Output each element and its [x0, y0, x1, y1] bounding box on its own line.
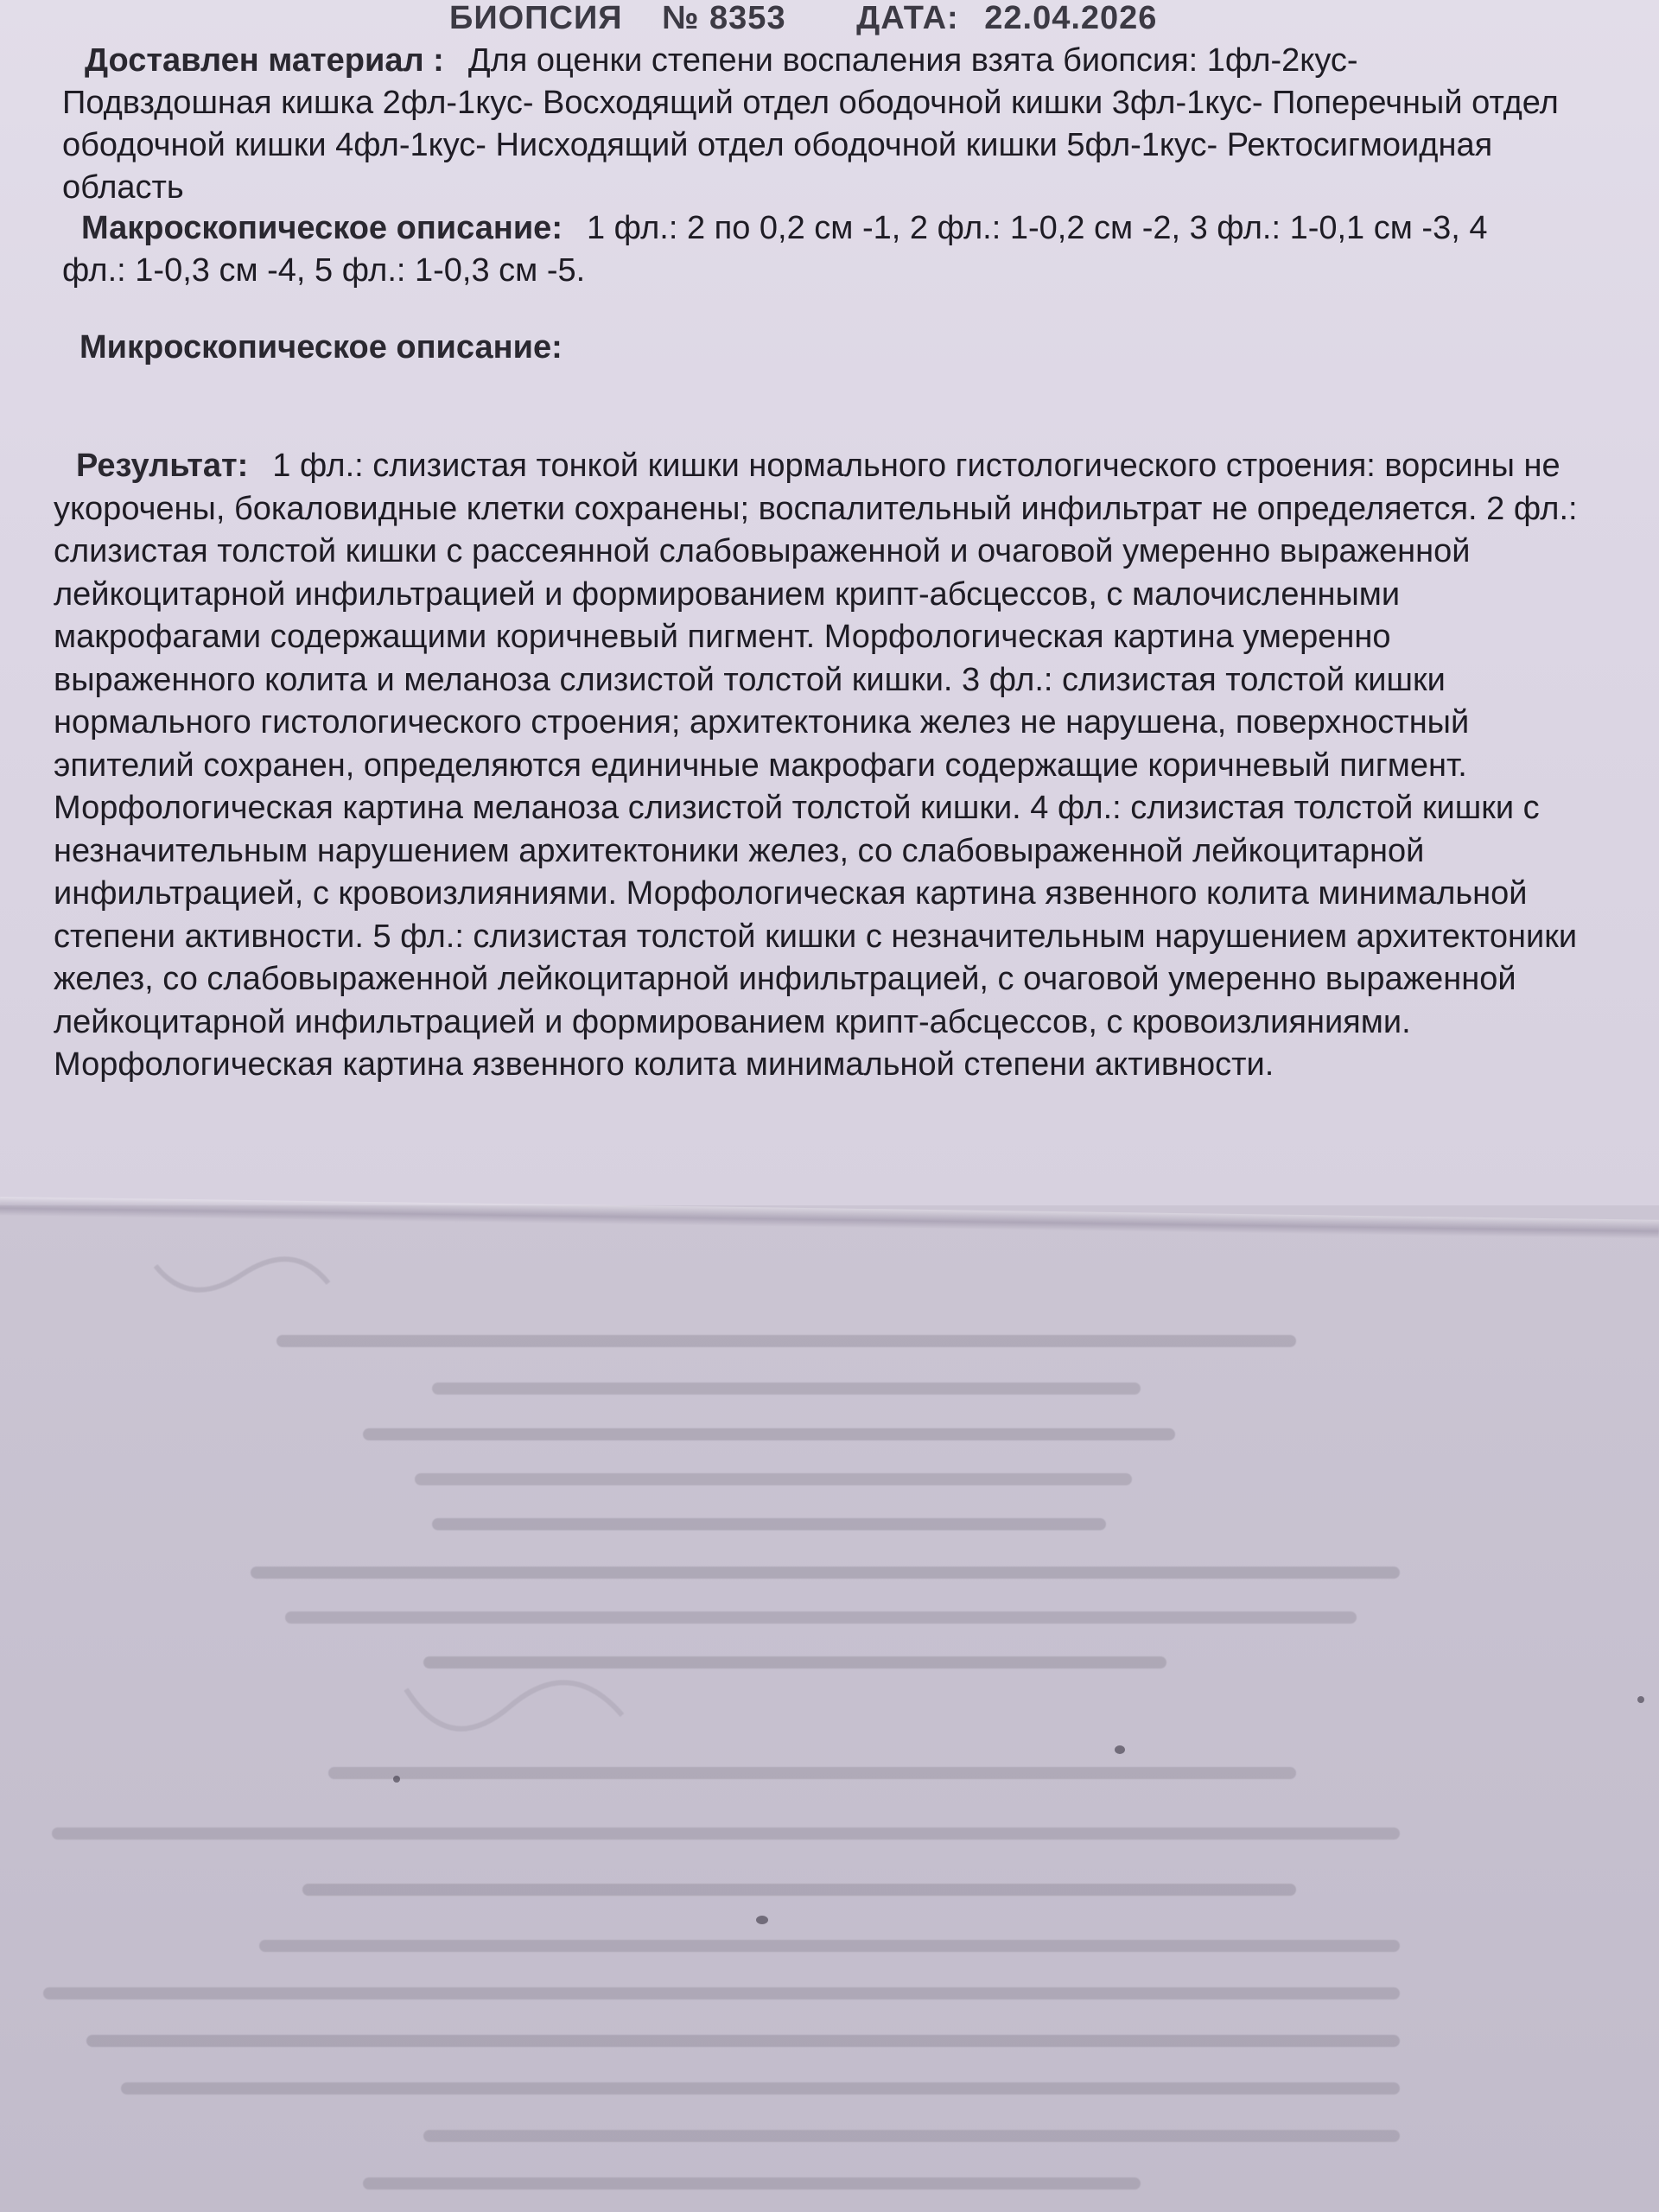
ink-speck — [393, 1776, 400, 1783]
result-text: 1 фл.: слизистая тонкой кишки нормального гистологического строения: ворсины не укорочены, бокаловидные клетки сохранены; воспалительный инфильтрат не определяется. 2 фл.: слизистая толстой кишки с рассеянной слабовыраженной и очаговой умеренно выраженной лейкоцитарной инфильтрацией и формированием крипт-абсцессов, с малочисленными макрофагами содержащими коричневый пигмент. Морфологическая картина умеренно выраженного колита и меланоза слизистой толстой кишки. 3 фл.: слизистая толстой кишки нормального гистологического строения; архитектоника желез не нарушена, поверхностный эпителий сохранен, определяются единичные макрофаги содержащие коричневый пигмент. Морфологическая картина меланоза слизистой толстой кишки. 4 фл.: слизистая толстой кишки с незначительным нарушением архитектоники желез, со слабовыраженной лейкоцитарной инфильтрацией, с кровоизлияниями. Морфологическая картина язвенного колита минимальной степени активности. 5 фл.: слизистая толстой кишки с незначительным нарушением архитектоники желез, со слабовыраженной лейкоцитарной инфильтрацией, с очаговой умеренно выраженной лейкоцитарной инфильтрацией и формированием крипт-абсцессов, с кровоизлияниями. Морфологическая картина язвенного колита минимальной степени активности. — [54, 448, 1578, 1083]
result-section — [54, 445, 1592, 1087]
show-through-texture — [0, 1205, 1659, 2212]
report-number: № 8353 — [662, 0, 786, 36]
report-title: БИОПСИЯ — [449, 0, 623, 36]
ink-speck — [1115, 1745, 1125, 1754]
report-header — [449, 0, 1157, 37]
material-label: Доставлен материал : — [85, 42, 444, 79]
report-date: 22.04.2026 — [984, 0, 1158, 36]
macro-label: Макроскопическое описание: — [81, 210, 563, 246]
ink-speck — [756, 1916, 768, 1924]
material-section — [62, 40, 1566, 209]
result-label: Результат: — [76, 448, 249, 484]
material-text: Для оценки степени воспаления взята биопсия: 1фл-2кус- Подвздошная кишка 2фл-1кус- Восходящий отдел ободочной кишки 3фл-1кус- Поперечный отдел ободочной кишки 4фл-1кус- Нисходящий отдел ободочной кишки 5фл-1кус- Ректосигмоидная область — [62, 42, 1559, 206]
date-label: ДАТА: — [856, 0, 959, 36]
macro-section — [62, 207, 1531, 292]
back-sheet — [0, 1205, 1659, 2212]
ink-speck — [1637, 1696, 1644, 1703]
micro-section — [79, 327, 587, 369]
macro-text: 1 фл.: 2 по 0,2 см -1, 2 фл.: 1-0,2 см -2, 3 фл.: 1-0,1 см -3, 4 фл.: 1-0,3 см -4, 5 фл.: 1-0,3 см -5. — [62, 210, 1488, 289]
micro-label: Микроскопическое описание: — [79, 329, 563, 365]
